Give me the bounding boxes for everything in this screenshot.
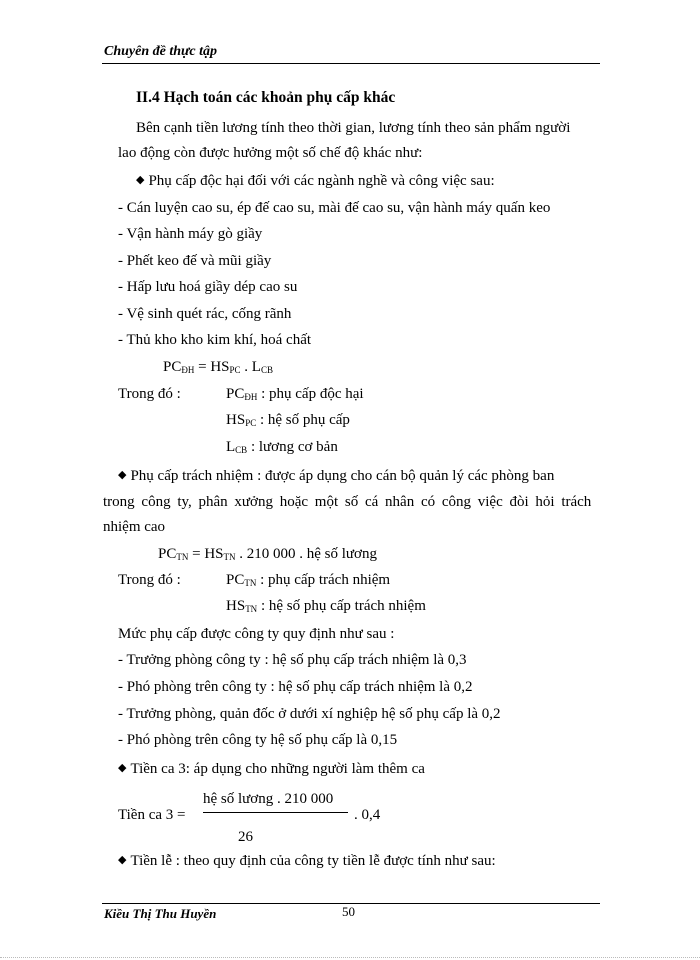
diamond-bullet-icon: ◆	[118, 469, 127, 481]
overtime-denominator: 26	[238, 829, 253, 845]
page-bottom-edge	[0, 957, 700, 958]
page-number: 50	[342, 904, 355, 919]
toxic-def: $PC_{ĐH}$ : phụ cấp độc hại	[226, 386, 364, 402]
responsibility-where-label: Trong đó :	[118, 572, 181, 588]
overtime-tail: . 0,4	[354, 807, 381, 823]
holiday-title: ◆ Tiền lễ : theo quy định của công ty tiền lễ được tính như sau:	[118, 853, 496, 869]
overtime-numerator: hệ số lương . 210 000	[203, 791, 334, 807]
diamond-bullet-icon: ◆	[136, 174, 145, 186]
level-item: - Phó phòng trên công ty : hệ số phụ cấp trách nhiệm là 0,2	[118, 679, 473, 695]
responsibility-line-3: nhiệm cao	[103, 519, 166, 535]
diamond-bullet-icon: ◆	[118, 854, 127, 866]
levels-title: Mức phụ cấp được công ty quy định như sau :	[118, 626, 395, 642]
toxic-formula: $PC_{ĐH} = HS_{PC}$ . $L_{CB}$	[163, 359, 273, 375]
overtime-title: ◆ Tiền ca 3: áp dụng cho những người làm thêm ca	[118, 761, 425, 777]
toxic-def: $HS_{PC}$ : hệ số phụ cấp	[226, 412, 350, 428]
intro-line-2: lao động còn được hưởng một số chế độ khác như:	[118, 145, 423, 161]
toxic-item: - Thủ kho kho kim khí, hoá chất	[118, 332, 312, 348]
header-title: Chuyên đề thực tập	[104, 44, 218, 59]
header-rule	[102, 63, 600, 64]
responsibility-line-1: ◆ Phụ cấp trách nhiệm : được áp dụng cho cán bộ quản lý các phòng ban	[118, 468, 555, 484]
level-item: - Trưởng phòng công ty : hệ số phụ cấp trách nhiệm là 0,3	[118, 652, 467, 668]
responsibility-line-2: trong công ty, phân xưởng hoặc một số cá nhân có công việc đòi hỏi trách	[103, 494, 592, 510]
intro-line-1: Bên cạnh tiền lương tính theo thời gian, lương tính theo sản phẩm người	[136, 120, 571, 136]
toxic-item: - Vận hành máy gò giầy	[118, 226, 263, 242]
diamond-bullet-icon: ◆	[118, 762, 127, 774]
section-heading: II.4 Hạch toán các khoản phụ cấp khác	[136, 89, 396, 106]
overtime-lhs: Tiền ca 3 =	[118, 807, 186, 823]
toxic-title: ◆ Phụ cấp độc hại đối với các ngành nghề và công việc sau:	[136, 173, 495, 189]
toxic-def: $L_{CB}$ : lương cơ bản	[226, 439, 338, 455]
toxic-item: - Vệ sinh quét rác, cống rãnh	[118, 306, 292, 322]
fraction-bar	[203, 812, 348, 813]
toxic-where-label: Trong đó :	[118, 386, 181, 402]
responsibility-formula: $PC_{TN} = HS_{TN}$ . 210 000 . hệ số lương	[158, 546, 377, 562]
toxic-item: - Cán luyện cao su, ép đế cao su, mài đế cao su, vận hành máy quấn keo	[118, 200, 551, 216]
responsibility-def: $HS_{TN}$ : hệ số phụ cấp trách nhiệm	[226, 598, 426, 614]
footer-author: Kiều Thị Thu Huyền	[104, 906, 217, 921]
toxic-item: - Hấp lưu hoá giầy dép cao su	[118, 279, 298, 295]
responsibility-def: $PC_{TN}$ : phụ cấp trách nhiệm	[226, 572, 391, 588]
level-item: - Phó phòng trên công ty hệ số phụ cấp là 0,15	[118, 732, 398, 748]
level-item: - Trưởng phòng, quản đốc ở dưới xí nghiệp hệ số phụ cấp là 0,2	[118, 706, 501, 722]
toxic-item: - Phết keo đế và mũi giầy	[118, 253, 272, 269]
